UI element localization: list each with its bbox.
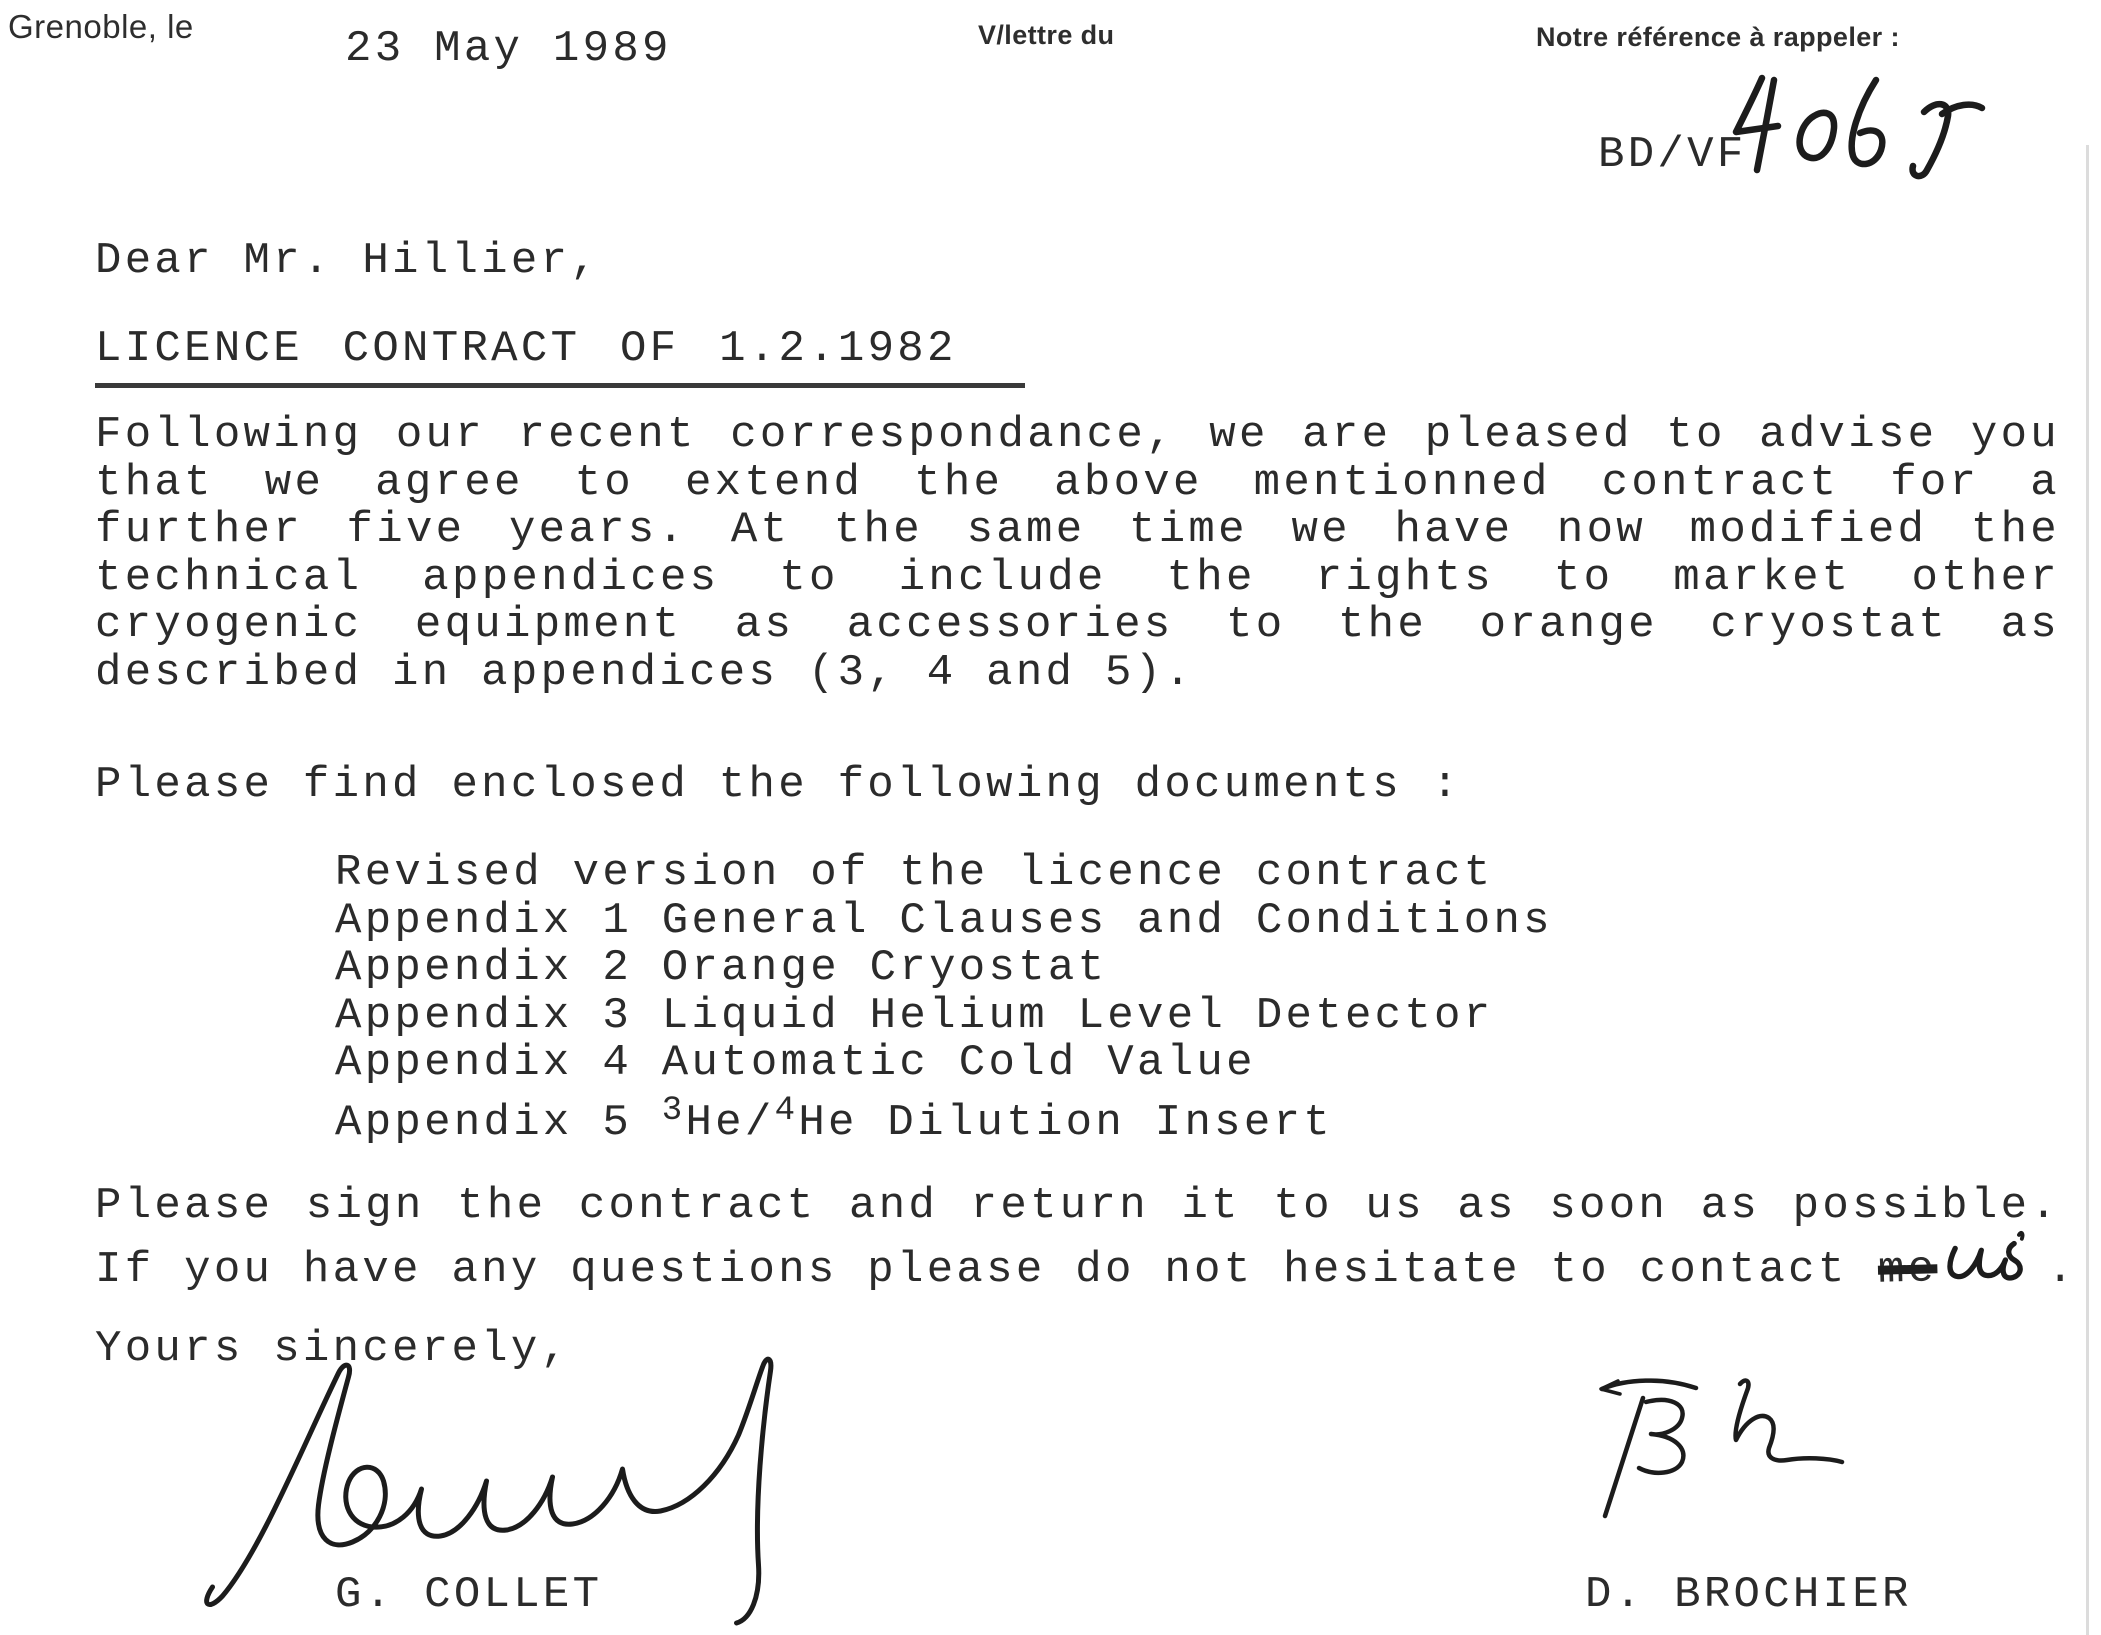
enclosure-item: Appendix 1 General Clauses and Conditions (335, 895, 1553, 946)
our-reference-label: Notre référence à rappeler : (1536, 22, 1900, 52)
closing-line-typed: If you have any questions please do not hesitate to contact (95, 1244, 1848, 1295)
scan-artifact-line (2086, 145, 2089, 1635)
reference-number-handwriting (1728, 70, 1988, 180)
place-label: Grenoble, le (8, 8, 194, 45)
enclosure-item: Appendix 4 Automatic Cold Value (335, 1038, 1256, 1088)
closing-line-period: . (2046, 1244, 2077, 1295)
reference-code: BD/VF (1598, 130, 1747, 180)
paragraph-line: Following our recent correspondance, we are pleased to advise you (95, 410, 2060, 460)
paragraph-line: technical appendices to include the rights to market other (95, 552, 2060, 603)
paragraph-1 (95, 412, 2060, 697)
enclosure-item: Appendix 3 Liquid Helium Level Detector (335, 990, 1494, 1041)
collet-name: G. COLLET (335, 1570, 603, 1620)
paragraph-line: described in appendices (3, 4 and 5). (95, 647, 1195, 698)
brochier-name: D. BROCHIER (1585, 1570, 1912, 1620)
closing-line: Please sign the contract and return it to us as soon as possible. (95, 1181, 2060, 1231)
closing-line-with-correction (95, 1231, 2077, 1296)
superscript-4: 4 (774, 1091, 799, 1130)
enclosure-item: Appendix 2 Orange Cryostat (335, 943, 1108, 993)
appendix5-rest: He Dilution Insert (798, 1097, 1333, 1148)
appendix5-prefix: Appendix 5 (335, 1097, 662, 1148)
brochier-signature-handwriting (1588, 1372, 1858, 1527)
struck-word-me: me (1876, 1243, 1938, 1296)
salutation: Dear Mr. Hillier, (95, 236, 600, 286)
appendix5-mid: He/ (685, 1097, 775, 1148)
enclosure-list (335, 850, 1553, 1147)
closing-paragraph (95, 1181, 2077, 1296)
paragraph-line: that we agree to extend the above mentionned contract for a (95, 457, 2060, 508)
paragraph-line: further five years. At the same time we have now modified the (95, 505, 2060, 555)
subject-heading: LICENCE CONTRACT OF 1.2.1982 (95, 326, 1025, 388)
handwritten-us (1945, 1231, 2033, 1289)
enclosure-item: Revised version of the licence contract (335, 848, 1494, 898)
valediction: Yours sincerely, (95, 1324, 571, 1374)
enclosure-intro: Please find enclosed the following documents : (95, 760, 1462, 810)
your-letter-label: V/lettre du (978, 20, 1115, 50)
enclosure-item-appendix5 (335, 1088, 1553, 1148)
letter-date: 23 May 1989 (345, 24, 672, 74)
paragraph-line: cryogenic equipment as accessories to the orange cryostat as (95, 600, 2060, 650)
superscript-3: 3 (661, 1091, 686, 1130)
